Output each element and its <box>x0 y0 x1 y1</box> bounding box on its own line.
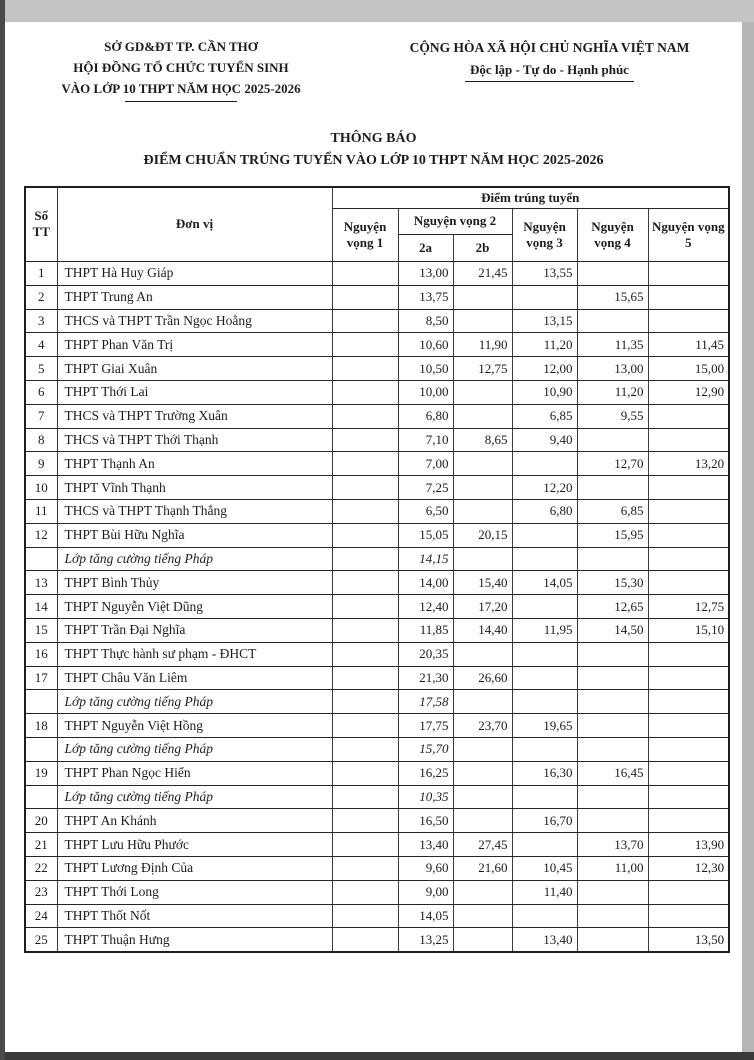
table-row <box>25 285 729 309</box>
score-cell-nv4 <box>577 309 648 333</box>
school-name-cell: THPT An Khánh <box>57 809 332 833</box>
score-cell-nv3: 11,95 <box>512 619 577 643</box>
row-number-cell: 22 <box>25 857 57 881</box>
score-cell-nv2b <box>453 476 512 500</box>
national-motto: Độc lập - Tự do - Hạnh phúc <box>465 61 634 82</box>
score-cell-nv5 <box>648 809 729 833</box>
score-cell-nv2b: 11,90 <box>453 333 512 357</box>
score-cell-nv2a: 10,60 <box>398 333 453 357</box>
score-cell-nv1 <box>332 595 398 619</box>
score-cell-nv2a: 15,05 <box>398 523 453 547</box>
score-cell-nv3 <box>512 595 577 619</box>
score-cell-nv4 <box>577 690 648 714</box>
school-name-cell: Lớp tăng cường tiếng Pháp <box>57 547 332 571</box>
row-number-cell <box>25 547 57 571</box>
score-cell-nv2b <box>453 761 512 785</box>
score-cell-nv5 <box>648 523 729 547</box>
table-row <box>25 262 729 286</box>
score-cell-nv2b <box>453 381 512 405</box>
col-header-don-vi: Đơn vị <box>57 187 332 262</box>
table-row <box>25 880 729 904</box>
score-cell-nv2b <box>453 809 512 833</box>
score-cell-nv5: 13,90 <box>648 833 729 857</box>
score-cell-nv2b <box>453 690 512 714</box>
score-cell-nv1 <box>332 761 398 785</box>
col-header-nv5: Nguyện vọng 5 <box>648 209 729 262</box>
score-cell-nv1 <box>332 904 398 928</box>
score-cell-nv5 <box>648 404 729 428</box>
score-cell-nv2a: 13,40 <box>398 833 453 857</box>
score-cell-nv5 <box>648 785 729 809</box>
score-cell-nv3 <box>512 666 577 690</box>
table-row <box>25 381 729 405</box>
score-cell-nv2b <box>453 785 512 809</box>
row-number-cell: 13 <box>25 571 57 595</box>
table-row <box>25 476 729 500</box>
row-number-cell: 21 <box>25 833 57 857</box>
school-name-cell: THPT Nguyễn Việt Hồng <box>57 714 332 738</box>
score-cell-nv2a: 16,50 <box>398 809 453 833</box>
score-cell-nv5 <box>648 262 729 286</box>
score-cell-nv3: 19,65 <box>512 714 577 738</box>
score-cell-nv3 <box>512 833 577 857</box>
score-cell-nv3 <box>512 785 577 809</box>
score-cell-nv4: 15,65 <box>577 285 648 309</box>
score-cell-nv4 <box>577 642 648 666</box>
score-cell-nv4 <box>577 904 648 928</box>
score-cell-nv2b: 21,45 <box>453 262 512 286</box>
score-cell-nv2b <box>453 404 512 428</box>
score-cell-nv4 <box>577 428 648 452</box>
score-cell-nv1 <box>332 833 398 857</box>
score-cell-nv3: 14,05 <box>512 571 577 595</box>
school-name-cell: THPT Thới Long <box>57 880 332 904</box>
score-cell-nv4: 16,45 <box>577 761 648 785</box>
score-cell-nv2a: 21,30 <box>398 666 453 690</box>
score-cell-nv2b <box>453 904 512 928</box>
school-name-cell: THCS và THPT Trần Ngọc Hoằng <box>57 309 332 333</box>
score-cell-nv2a: 7,10 <box>398 428 453 452</box>
score-cell-nv2b <box>453 547 512 571</box>
score-cell-nv5 <box>648 309 729 333</box>
document-title <box>5 129 742 170</box>
score-cell-nv2b <box>453 738 512 762</box>
score-cell-nv2a: 13,75 <box>398 285 453 309</box>
scan-edge-bottom <box>0 1052 754 1060</box>
school-name-cell: Lớp tăng cường tiếng Pháp <box>57 690 332 714</box>
school-name-cell: THPT Giai Xuân <box>57 357 332 381</box>
school-name-cell: THPT Bùi Hữu Nghĩa <box>57 523 332 547</box>
school-name-cell: THPT Phan Văn Trị <box>57 333 332 357</box>
score-table-body <box>25 262 729 952</box>
score-cell-nv3: 10,45 <box>512 857 577 881</box>
score-cell-nv2a: 13,00 <box>398 262 453 286</box>
document-page <box>5 22 742 953</box>
table-row <box>25 571 729 595</box>
score-cell-nv1 <box>332 714 398 738</box>
authority-line-1: SỞ GD&ĐT TP. CẦN THƠ <box>104 39 258 54</box>
school-name-cell: THPT Thạnh An <box>57 452 332 476</box>
score-cell-nv2a: 10,00 <box>398 381 453 405</box>
row-number-cell <box>25 738 57 762</box>
table-row <box>25 833 729 857</box>
school-name-cell: THPT Hà Huy Giáp <box>57 262 332 286</box>
row-number-cell <box>25 690 57 714</box>
score-cell-nv2b: 15,40 <box>453 571 512 595</box>
score-cell-nv3 <box>512 452 577 476</box>
row-number-cell: 19 <box>25 761 57 785</box>
score-cell-nv5 <box>648 428 729 452</box>
row-number-cell: 23 <box>25 880 57 904</box>
score-cell-nv4: 12,65 <box>577 595 648 619</box>
score-cell-nv4: 13,00 <box>577 357 648 381</box>
table-row <box>25 595 729 619</box>
school-name-cell: THCS và THPT Thới Thạnh <box>57 428 332 452</box>
score-cell-nv5: 12,75 <box>648 595 729 619</box>
score-cell-nv1 <box>332 666 398 690</box>
score-cell-nv3: 6,85 <box>512 404 577 428</box>
score-cell-nv2b: 17,20 <box>453 595 512 619</box>
score-cell-nv3 <box>512 904 577 928</box>
title-line-1: THÔNG BÁO <box>330 131 417 147</box>
table-row <box>25 404 729 428</box>
score-cell-nv1 <box>332 309 398 333</box>
school-name-cell: THPT Thuận Hưng <box>57 928 332 952</box>
score-cell-nv5 <box>648 666 729 690</box>
table-row <box>25 928 729 952</box>
col-header-nv3: Nguyện vọng 3 <box>512 209 577 262</box>
score-cell-nv1 <box>332 381 398 405</box>
score-cell-nv1 <box>332 619 398 643</box>
score-cell-nv5: 12,90 <box>648 381 729 405</box>
score-cell-nv2a: 9,00 <box>398 880 453 904</box>
score-cell-nv1 <box>332 809 398 833</box>
score-cell-nv2b <box>453 928 512 952</box>
row-number-cell: 12 <box>25 523 57 547</box>
row-number-cell: 25 <box>25 928 57 952</box>
score-cell-nv4 <box>577 714 648 738</box>
score-cell-nv4: 15,30 <box>577 571 648 595</box>
row-number-cell: 11 <box>25 500 57 524</box>
row-number-cell <box>25 785 57 809</box>
score-cell-nv1 <box>332 333 398 357</box>
score-cell-nv4 <box>577 809 648 833</box>
table-header <box>25 187 729 262</box>
score-cell-nv3: 6,80 <box>512 500 577 524</box>
row-number-cell: 6 <box>25 381 57 405</box>
table-row <box>25 333 729 357</box>
score-cell-nv4: 15,95 <box>577 523 648 547</box>
score-cell-nv5: 11,45 <box>648 333 729 357</box>
score-cell-nv3: 11,20 <box>512 333 577 357</box>
school-name-cell: THCS và THPT Trường Xuân <box>57 404 332 428</box>
row-number-cell: 4 <box>25 333 57 357</box>
score-cell-nv4 <box>577 928 648 952</box>
score-cell-nv2b <box>453 642 512 666</box>
score-cell-nv2b: 8,65 <box>453 428 512 452</box>
row-number-cell: 14 <box>25 595 57 619</box>
row-number-cell: 15 <box>25 619 57 643</box>
authority-line-2: HỘI ĐỒNG TỔ CHỨC TUYỂN SINH <box>73 59 289 75</box>
score-cell-nv2b: 12,75 <box>453 357 512 381</box>
score-cell-nv4: 13,70 <box>577 833 648 857</box>
score-cell-nv2b: 21,60 <box>453 857 512 881</box>
score-cell-nv1 <box>332 785 398 809</box>
table-row <box>25 500 729 524</box>
school-name-cell: THPT Lương Định Của <box>57 857 332 881</box>
score-cell-nv5 <box>648 714 729 738</box>
score-cell-nv1 <box>332 476 398 500</box>
score-cell-nv5 <box>648 761 729 785</box>
score-cell-nv4 <box>577 785 648 809</box>
score-cell-nv2b <box>453 500 512 524</box>
score-cell-nv2b <box>453 309 512 333</box>
score-cell-nv4 <box>577 880 648 904</box>
score-cell-nv1 <box>332 571 398 595</box>
score-cell-nv4 <box>577 476 648 500</box>
school-name-cell: THCS và THPT Thạnh Thắng <box>57 500 332 524</box>
row-number-cell: 7 <box>25 404 57 428</box>
table-row <box>25 642 729 666</box>
col-header-nv4: Nguyện vọng 4 <box>577 209 648 262</box>
score-cell-nv5 <box>648 690 729 714</box>
col-header-stt: Số TT <box>25 187 57 262</box>
score-cell-nv5 <box>648 571 729 595</box>
score-cell-nv3: 13,40 <box>512 928 577 952</box>
score-cell-nv3 <box>512 547 577 571</box>
national-motto-block <box>357 37 742 102</box>
score-cell-nv2a: 9,60 <box>398 857 453 881</box>
score-cell-nv2a: 6,50 <box>398 500 453 524</box>
school-name-cell: THPT Châu Văn Liêm <box>57 666 332 690</box>
score-cell-nv2a: 16,25 <box>398 761 453 785</box>
score-cell-nv1 <box>332 262 398 286</box>
score-cell-nv4 <box>577 262 648 286</box>
school-name-cell: THPT Phan Ngọc Hiển <box>57 761 332 785</box>
score-cell-nv3 <box>512 642 577 666</box>
score-cell-nv2a: 7,25 <box>398 476 453 500</box>
col-header-nv2b: 2b <box>453 235 512 262</box>
school-name-cell: THPT Vĩnh Thạnh <box>57 476 332 500</box>
row-number-cell: 1 <box>25 262 57 286</box>
row-number-cell: 17 <box>25 666 57 690</box>
row-number-cell: 10 <box>25 476 57 500</box>
score-cell-nv2a: 14,05 <box>398 904 453 928</box>
score-cell-nv1 <box>332 404 398 428</box>
score-cell-nv2b: 20,15 <box>453 523 512 547</box>
score-cell-nv2a: 14,00 <box>398 571 453 595</box>
score-cell-nv5: 12,30 <box>648 857 729 881</box>
score-cell-nv1 <box>332 500 398 524</box>
score-cell-nv2a: 7,00 <box>398 452 453 476</box>
score-cell-nv2b: 23,70 <box>453 714 512 738</box>
score-cell-nv1 <box>332 357 398 381</box>
table-row <box>25 690 729 714</box>
score-cell-nv1 <box>332 642 398 666</box>
score-cell-nv3: 12,20 <box>512 476 577 500</box>
score-cell-nv3: 16,70 <box>512 809 577 833</box>
score-cell-nv5 <box>648 738 729 762</box>
score-cell-nv3: 13,55 <box>512 262 577 286</box>
score-cell-nv2a: 10,50 <box>398 357 453 381</box>
title-line-2: ĐIỂM CHUẨN TRÚNG TUYỂN VÀO LỚP 10 THPT NĂM HỌC 2025-2026 <box>143 152 604 168</box>
score-cell-nv4: 12,70 <box>577 452 648 476</box>
score-cell-nv2a: 10,35 <box>398 785 453 809</box>
score-cell-nv4: 11,20 <box>577 381 648 405</box>
table-row <box>25 809 729 833</box>
school-name-cell: THPT Trung An <box>57 285 332 309</box>
national-title: CỘNG HÒA XÃ HỘI CHỦ NGHĨA VIỆT NAM <box>409 40 690 55</box>
admission-score-table <box>24 186 730 953</box>
row-number-cell: 24 <box>25 904 57 928</box>
school-name-cell: Lớp tăng cường tiếng Pháp <box>57 785 332 809</box>
school-name-cell: THPT Lưu Hữu Phước <box>57 833 332 857</box>
score-cell-nv3: 10,90 <box>512 381 577 405</box>
score-cell-nv2a: 17,75 <box>398 714 453 738</box>
table-row <box>25 738 729 762</box>
score-cell-nv5 <box>648 285 729 309</box>
score-cell-nv1 <box>332 738 398 762</box>
score-cell-nv5 <box>648 476 729 500</box>
score-cell-nv4: 6,85 <box>577 500 648 524</box>
score-cell-nv2a: 14,15 <box>398 547 453 571</box>
score-cell-nv2b: 27,45 <box>453 833 512 857</box>
score-cell-nv4: 11,00 <box>577 857 648 881</box>
col-header-nv2: Nguyện vọng 2 <box>398 209 512 235</box>
score-cell-nv3 <box>512 285 577 309</box>
school-name-cell: THPT Bình Thủy <box>57 571 332 595</box>
score-cell-nv2a: 11,85 <box>398 619 453 643</box>
score-cell-nv5: 13,20 <box>648 452 729 476</box>
table-row <box>25 785 729 809</box>
row-number-cell: 8 <box>25 428 57 452</box>
score-cell-nv4 <box>577 738 648 762</box>
row-number-cell: 16 <box>25 642 57 666</box>
issuing-authority-block <box>5 37 357 102</box>
score-cell-nv4: 14,50 <box>577 619 648 643</box>
score-cell-nv5 <box>648 547 729 571</box>
col-header-nv2a: 2a <box>398 235 453 262</box>
score-cell-nv1 <box>332 857 398 881</box>
score-cell-nv3 <box>512 523 577 547</box>
row-number-cell: 5 <box>25 357 57 381</box>
score-cell-nv2a: 6,80 <box>398 404 453 428</box>
row-number-cell: 20 <box>25 809 57 833</box>
score-cell-nv1 <box>332 928 398 952</box>
document-header <box>5 22 742 102</box>
score-cell-nv2a: 17,58 <box>398 690 453 714</box>
school-name-cell: Lớp tăng cường tiếng Pháp <box>57 738 332 762</box>
score-cell-nv2a: 13,25 <box>398 928 453 952</box>
table-row <box>25 452 729 476</box>
score-cell-nv2b: 14,40 <box>453 619 512 643</box>
table-row <box>25 309 729 333</box>
score-cell-nv1 <box>332 690 398 714</box>
col-header-diem-trung-tuyen: Điểm trúng tuyển <box>332 187 729 209</box>
school-name-cell: THPT Thốt Nốt <box>57 904 332 928</box>
score-cell-nv5 <box>648 904 729 928</box>
score-cell-nv2b <box>453 880 512 904</box>
score-cell-nv4 <box>577 547 648 571</box>
table-row <box>25 428 729 452</box>
row-number-cell: 18 <box>25 714 57 738</box>
score-cell-nv2a: 12,40 <box>398 595 453 619</box>
score-cell-nv3: 13,15 <box>512 309 577 333</box>
score-cell-nv5 <box>648 500 729 524</box>
score-cell-nv1 <box>332 523 398 547</box>
score-cell-nv3: 11,40 <box>512 880 577 904</box>
score-cell-nv3: 9,40 <box>512 428 577 452</box>
score-cell-nv4 <box>577 666 648 690</box>
score-cell-nv2a: 8,50 <box>398 309 453 333</box>
score-cell-nv1 <box>332 452 398 476</box>
score-cell-nv4: 9,55 <box>577 404 648 428</box>
table-row <box>25 857 729 881</box>
authority-line-3: VÀO LỚP 10 THPT NĂM HỌC 2025-2026 <box>61 80 301 96</box>
score-cell-nv2b <box>453 285 512 309</box>
score-cell-nv4: 11,35 <box>577 333 648 357</box>
row-number-cell: 9 <box>25 452 57 476</box>
score-cell-nv2a: 15,70 <box>398 738 453 762</box>
score-cell-nv5 <box>648 880 729 904</box>
table-row <box>25 666 729 690</box>
table-row <box>25 357 729 381</box>
score-cell-nv1 <box>332 285 398 309</box>
score-cell-nv5 <box>648 642 729 666</box>
scan-edge-right <box>742 22 754 1052</box>
score-cell-nv5: 15,00 <box>648 357 729 381</box>
score-cell-nv5: 13,50 <box>648 928 729 952</box>
score-cell-nv1 <box>332 880 398 904</box>
school-name-cell: THPT Nguyễn Việt Dũng <box>57 595 332 619</box>
score-cell-nv2b: 26,60 <box>453 666 512 690</box>
col-header-nv1: Nguyện vọng 1 <box>332 209 398 262</box>
school-name-cell: THPT Thới Lai <box>57 381 332 405</box>
table-row <box>25 523 729 547</box>
school-name-cell: THPT Trần Đại Nghĩa <box>57 619 332 643</box>
score-cell-nv3: 16,30 <box>512 761 577 785</box>
score-cell-nv5: 15,10 <box>648 619 729 643</box>
table-row <box>25 904 729 928</box>
score-cell-nv1 <box>332 428 398 452</box>
table-row <box>25 761 729 785</box>
row-number-cell: 2 <box>25 285 57 309</box>
table-row <box>25 619 729 643</box>
score-cell-nv1 <box>332 547 398 571</box>
row-number-cell: 3 <box>25 309 57 333</box>
score-cell-nv3 <box>512 738 577 762</box>
table-row <box>25 547 729 571</box>
score-cell-nv3 <box>512 690 577 714</box>
score-cell-nv2b <box>453 452 512 476</box>
score-cell-nv2a: 20,35 <box>398 642 453 666</box>
school-name-cell: THPT Thực hành sư phạm - ĐHCT <box>57 642 332 666</box>
score-cell-nv3: 12,00 <box>512 357 577 381</box>
table-row <box>25 714 729 738</box>
scan-edge-top <box>0 0 754 22</box>
authority-underline <box>125 101 237 102</box>
